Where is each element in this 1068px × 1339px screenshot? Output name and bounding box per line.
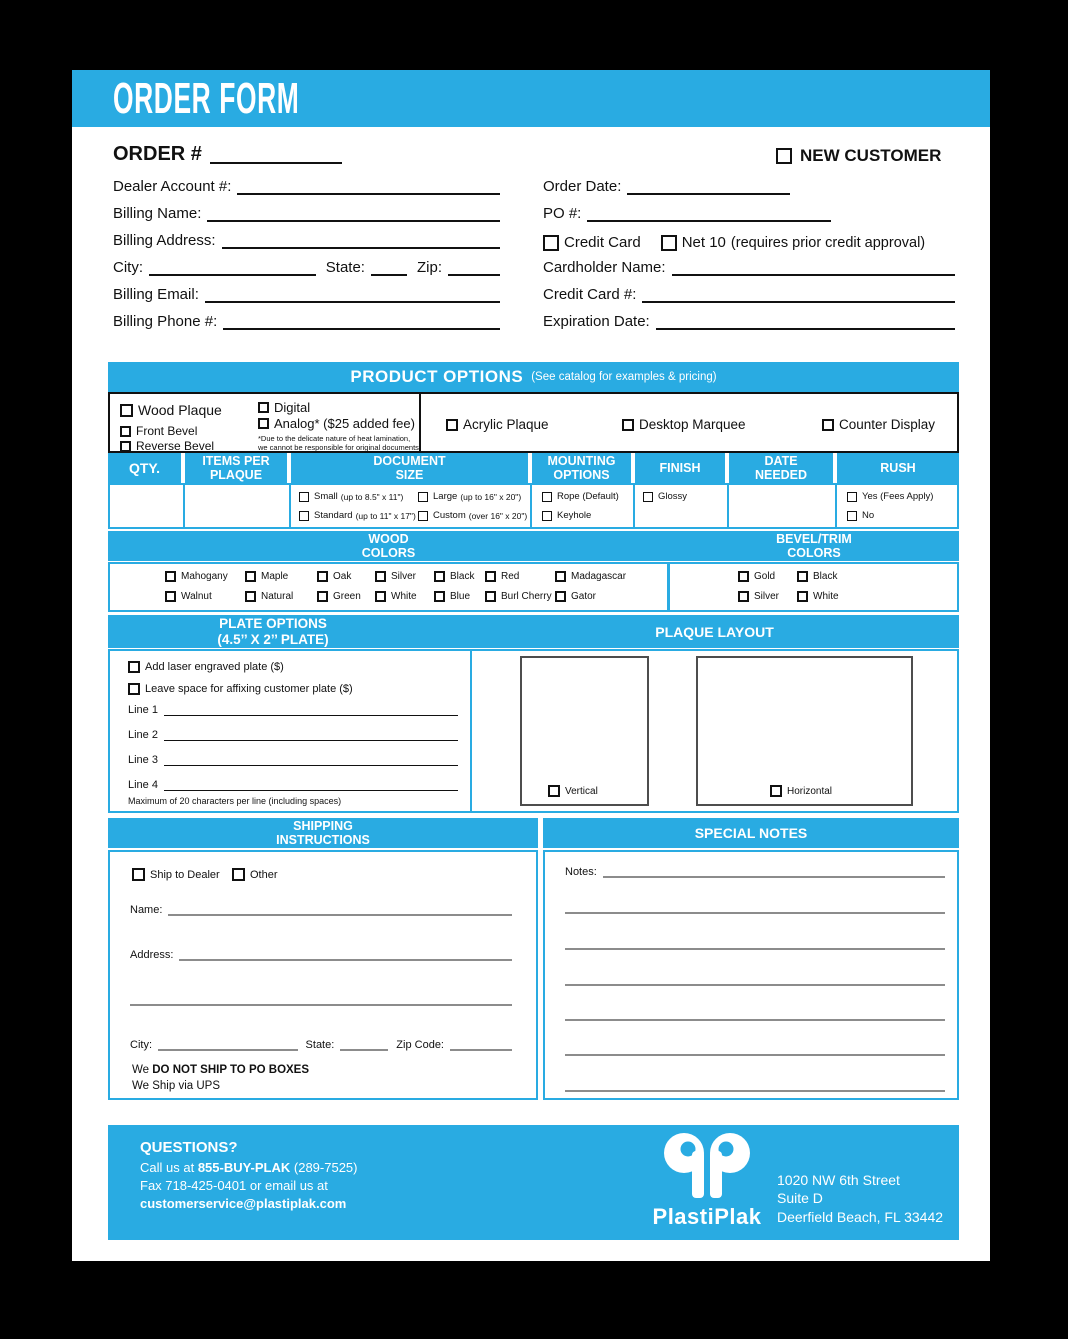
order-form-page	[72, 70, 990, 1261]
wood-colors-title: WOOD COLORS	[361, 531, 416, 560]
add-plate-checkbox[interactable]	[128, 661, 140, 673]
card-number-row	[543, 286, 955, 303]
title-band	[72, 70, 990, 127]
ship-address2-field[interactable]	[130, 992, 512, 1006]
gold-checkbox[interactable]	[738, 571, 749, 582]
analog-checkbox[interactable]	[258, 418, 269, 429]
address-line-1: 1020 NW 6th Street	[777, 1172, 900, 1188]
no-po-boxes-note: We DO NOT SHIP TO PO BOXES	[132, 1064, 310, 1076]
special-notes-band: SPECIAL NOTES	[543, 818, 959, 848]
plate-plaque-band	[108, 615, 959, 648]
acrylic-label: Acrylic Plaque	[463, 417, 549, 432]
dealer-account-label: Dealer Account #:	[113, 178, 232, 195]
red-checkbox[interactable]	[485, 571, 496, 582]
plate-line4-field[interactable]	[164, 778, 458, 791]
billing-city-row	[113, 259, 500, 276]
plate-line2-field[interactable]	[164, 728, 458, 741]
plate-options-title: PLATE OPTIONS (4.5’’ X 2’’ PLATE)	[217, 615, 329, 647]
po-field[interactable]	[587, 206, 831, 222]
address-line-2: Suite D	[777, 1190, 823, 1207]
acrylic-option	[446, 417, 549, 432]
net10-note: (requires prior credit approval)	[730, 234, 926, 251]
phone-line: Call us at 855-BUY-PLAK (289-7525)	[140, 1160, 358, 1175]
bevel-color-white: White	[797, 591, 839, 602]
madagascar-checkbox[interactable]	[555, 571, 566, 582]
digital-checkbox[interactable]	[258, 402, 269, 413]
reverse-bevel-option	[120, 439, 214, 453]
bevel-color-gold: Gold	[738, 571, 775, 582]
counter-display-label: Counter Display	[839, 417, 936, 432]
card-number-label: Credit Card #:	[543, 286, 637, 303]
plate-line1-field[interactable]	[164, 703, 458, 716]
front-bevel-checkbox[interactable]	[120, 426, 131, 437]
payment-method-row	[543, 234, 925, 251]
vertical-option: Vertical	[548, 785, 598, 797]
ship-zip-field[interactable]	[450, 1037, 512, 1051]
po-row	[543, 205, 831, 222]
product-options-band	[108, 362, 959, 392]
col-header-date: DATE NEEDED	[729, 453, 833, 483]
order-number-row	[113, 142, 342, 166]
glossy-checkbox[interactable]	[643, 492, 653, 502]
billing-zip-field[interactable]	[448, 260, 500, 276]
ship-city-field[interactable]	[158, 1037, 298, 1051]
digital-label: Digital	[274, 400, 311, 415]
wood-plaque-label: Wood Plaque	[138, 402, 222, 418]
ship-other-checkbox[interactable]	[232, 868, 245, 881]
special-notes-body	[543, 850, 959, 1100]
plate-line2-row: Line 2	[128, 728, 458, 741]
net10-label: Net 10	[681, 234, 726, 251]
card-number-field[interactable]	[642, 287, 955, 303]
order-number-label: ORDER #	[113, 142, 202, 165]
rush-no-checkbox[interactable]	[847, 511, 857, 521]
plastiplak-logo-icon	[655, 1133, 759, 1199]
horizontal-option: Horizontal	[770, 785, 832, 797]
plate-line3-field[interactable]	[164, 753, 458, 766]
col-header-docsize: DOCUMENT SIZE	[291, 453, 528, 483]
fax-line: Fax 718-425-0401 or email us at	[140, 1177, 328, 1193]
doc-size-small: Small (up to 8.5" x 11")	[299, 491, 403, 502]
notes-row	[565, 864, 945, 878]
page-title: ORDER FORM	[113, 73, 300, 123]
product-options-body	[108, 392, 959, 453]
order-date-field[interactable]	[627, 179, 790, 195]
walnut-checkbox[interactable]	[165, 591, 176, 602]
plaque-layout-title: PLAQUE LAYOUT	[655, 623, 774, 640]
notes-field-5[interactable]	[565, 1007, 945, 1021]
wood-color-mahogany: Mahogany	[165, 571, 228, 582]
oak-checkbox[interactable]	[317, 571, 328, 582]
digital-option	[258, 400, 310, 415]
billing-name-row	[113, 205, 500, 222]
logo-text: PlastiPlak	[652, 1204, 762, 1229]
plate-line1-row: Line 1	[128, 703, 458, 716]
notes-field-1[interactable]	[603, 864, 945, 878]
new-customer-checkbox[interactable]	[776, 148, 792, 164]
expiration-row	[543, 313, 955, 330]
billing-address-label: Billing Address:	[113, 232, 216, 249]
wood-color-white: White	[375, 591, 417, 602]
contact-lines	[140, 1159, 358, 1213]
credit-card-checkbox[interactable]	[543, 235, 559, 251]
mount-rope: Rope (Default)	[542, 491, 619, 502]
wood-color-madagascar: Madagascar	[555, 571, 626, 582]
mahogany-checkbox[interactable]	[165, 571, 176, 582]
address-line-3: Deerfield Beach, FL 33442	[777, 1208, 944, 1225]
billing-phone-row	[113, 313, 500, 330]
keyhole-checkbox[interactable]	[542, 511, 552, 521]
order-date-label: Order Date:	[543, 178, 622, 195]
wood-color-green: Green	[317, 591, 361, 602]
wood-color-natural: Natural	[245, 591, 293, 602]
billing-city-field[interactable]	[149, 260, 316, 276]
new-customer-label: NEW CUSTOMER	[800, 146, 942, 165]
ship-to-dealer-checkbox[interactable]	[132, 868, 145, 881]
desktop-marquee-label: Desktop Marquee	[639, 417, 746, 432]
analog-option	[258, 416, 415, 431]
billing-zip-label: Zip:	[416, 259, 442, 276]
ship-name-field[interactable]	[168, 902, 512, 916]
doc-size-standard: Standard (up to 11" x 17")	[299, 510, 416, 521]
leave-space-checkbox[interactable]	[128, 683, 140, 695]
wood-color-red: Red	[485, 571, 519, 582]
footer	[108, 1125, 959, 1240]
qty-cell[interactable]	[110, 485, 183, 527]
notes-label: Notes:	[565, 866, 597, 878]
silver-checkbox[interactable]	[375, 571, 386, 582]
wood-color-oak: Oak	[317, 571, 351, 582]
ship-to-dealer-option: Ship to Dealer	[132, 868, 220, 881]
rush-yes-checkbox[interactable]	[847, 492, 857, 502]
notes-field-2[interactable]	[565, 900, 945, 914]
wood-color-gator: Gator	[555, 591, 596, 602]
cardholder-row	[543, 259, 955, 276]
ship-city-row: City: State: Zip Code:	[130, 1037, 512, 1051]
natural-checkbox[interactable]	[245, 591, 256, 602]
dealer-account-row	[113, 178, 500, 195]
shipping-body	[108, 850, 538, 1100]
notes-field-7[interactable]	[565, 1078, 945, 1092]
bevel-silver-checkbox[interactable]	[738, 591, 749, 602]
col-header-rush: RUSH	[837, 453, 959, 483]
reverse-bevel-checkbox[interactable]	[120, 441, 131, 452]
desktop-marquee-option	[622, 417, 746, 432]
finish-glossy: Glossy	[643, 491, 687, 502]
doc-small-checkbox[interactable]	[299, 492, 309, 502]
date-needed-cell[interactable]	[729, 485, 835, 527]
notes-field-3[interactable]	[565, 936, 945, 950]
wood-color-walnut: Walnut	[165, 591, 212, 602]
footer-questions-block	[140, 1139, 358, 1213]
email-line[interactable]: customerservice@plastiplak.com	[140, 1195, 347, 1211]
plate-line3-row: Line 3	[128, 753, 458, 766]
maple-checkbox[interactable]	[245, 571, 256, 582]
horizontal-checkbox[interactable]	[770, 785, 782, 797]
billing-state-field[interactable]	[371, 260, 407, 276]
col-header-mounting: MOUNTING OPTIONS	[532, 453, 631, 483]
doc-size-large: Large (up to 16" x 20")	[418, 491, 521, 502]
billing-email-label: Billing Email:	[113, 286, 199, 303]
billing-name-field[interactable]	[207, 206, 500, 222]
credit-card-label: Credit Card	[564, 234, 641, 251]
shipping-band: SHIPPING INSTRUCTIONS	[108, 818, 538, 848]
net10-checkbox[interactable]	[661, 235, 677, 251]
dealer-account-field[interactable]	[237, 179, 500, 195]
leave-space-option: Leave space for affixing customer plate ($)	[128, 683, 353, 695]
horizontal-layout-box	[696, 656, 913, 806]
ship-name-row: Name:	[130, 902, 512, 916]
bevel-black-checkbox[interactable]	[797, 571, 808, 582]
analog-disclaimer: *Due to the delicate nature of heat lamination, we cannot be responsible for original documents	[258, 434, 419, 452]
colors-band	[108, 531, 959, 561]
bevel-white-checkbox[interactable]	[797, 591, 808, 602]
ship-address-field[interactable]	[179, 947, 512, 961]
vertical-layout-box	[520, 656, 649, 806]
billing-address-row	[113, 232, 500, 249]
vertical-checkbox[interactable]	[548, 785, 560, 797]
ship-address-row: Address:	[130, 947, 512, 961]
green-checkbox[interactable]	[317, 591, 328, 602]
doc-large-checkbox[interactable]	[418, 492, 428, 502]
billing-phone-label: Billing Phone #:	[113, 313, 218, 330]
bevel-color-silver: Silver	[738, 591, 779, 602]
order-number-field[interactable]	[210, 144, 342, 164]
wood-color-blue: Blue	[434, 591, 470, 602]
items-per-plaque-cell[interactable]	[185, 485, 289, 527]
cardholder-field[interactable]	[672, 260, 955, 276]
order-table-row	[108, 483, 959, 529]
counter-display-option	[822, 417, 935, 432]
reverse-bevel-label: Reverse Bevel	[136, 439, 215, 453]
wood-color-maple: Maple	[245, 571, 288, 582]
new-customer-row	[776, 146, 941, 166]
rope-checkbox[interactable]	[542, 492, 552, 502]
logo-block	[641, 1133, 773, 1230]
acrylic-checkbox[interactable]	[446, 419, 458, 431]
col-header-items: ITEMS PER PLAQUE	[185, 453, 287, 483]
black-checkbox[interactable]	[434, 571, 445, 582]
billing-address-field[interactable]	[222, 233, 500, 249]
add-plate-option: Add laser engraved plate ($)	[128, 661, 284, 673]
gator-checkbox[interactable]	[555, 591, 566, 602]
ship-via-ups-note: We Ship via UPS	[132, 1080, 220, 1092]
mount-keyhole: Keyhole	[542, 510, 591, 521]
billing-phone-field[interactable]	[223, 314, 500, 330]
po-label: PO #:	[543, 205, 582, 222]
wood-color-silver: Silver	[375, 571, 416, 582]
billing-city-label: City:	[113, 259, 143, 276]
white-checkbox[interactable]	[375, 591, 386, 602]
notes-field-6[interactable]	[565, 1042, 945, 1056]
front-bevel-option	[120, 424, 197, 438]
questions-heading: QUESTIONS?	[140, 1139, 238, 1156]
wood-plaque-option	[120, 402, 222, 418]
bevel-color-black: Black	[797, 571, 837, 582]
wood-color-burl-cherry: Burl Cherry	[485, 591, 552, 602]
wood-plaque-checkbox[interactable]	[120, 404, 133, 417]
ship-state-field[interactable]	[340, 1037, 388, 1051]
col-header-finish: FINISH	[635, 453, 725, 483]
blue-checkbox[interactable]	[434, 591, 445, 602]
billing-email-field[interactable]	[205, 287, 500, 303]
ship-other-option: Other	[232, 868, 278, 881]
order-date-row	[543, 178, 790, 195]
bevel-colors-title: BEVEL/TRIM COLORS	[776, 531, 852, 560]
col-header-qty: QTY.	[108, 453, 181, 483]
colors-body	[108, 562, 959, 612]
doc-standard-checkbox[interactable]	[299, 511, 309, 521]
plate-line4-row: Line 4	[128, 778, 458, 791]
billing-email-row	[113, 286, 500, 303]
footer-address	[777, 1171, 943, 1226]
burl-cherry-checkbox[interactable]	[485, 591, 496, 602]
cardholder-label: Cardholder Name:	[543, 259, 666, 276]
wood-color-black: Black	[434, 571, 474, 582]
plate-note: Maximum of 20 characters per line (including spaces)	[128, 796, 342, 806]
expiration-field[interactable]	[656, 314, 955, 330]
front-bevel-label: Front Bevel	[136, 424, 198, 438]
billing-state-label: State:	[325, 259, 365, 276]
expiration-label: Expiration Date:	[543, 313, 650, 330]
billing-name-label: Billing Name:	[113, 205, 202, 222]
product-options-divider	[419, 394, 421, 451]
rush-yes: Yes (Fees Apply)	[847, 491, 933, 502]
notes-field-4[interactable]	[565, 972, 945, 986]
desktop-marquee-checkbox[interactable]	[622, 419, 634, 431]
analog-label: Analog* ($25 added fee)	[274, 416, 415, 431]
plate-plaque-body	[108, 649, 959, 813]
doc-size-custom: Custom (over 16" x 20")	[418, 510, 527, 521]
doc-custom-checkbox[interactable]	[418, 511, 428, 521]
rush-no: No	[847, 510, 874, 521]
counter-display-checkbox[interactable]	[822, 419, 834, 431]
product-options-subtitle: (See catalog for examples & pricing)	[531, 371, 717, 383]
product-options-title: PRODUCT OPTIONS	[350, 367, 524, 386]
